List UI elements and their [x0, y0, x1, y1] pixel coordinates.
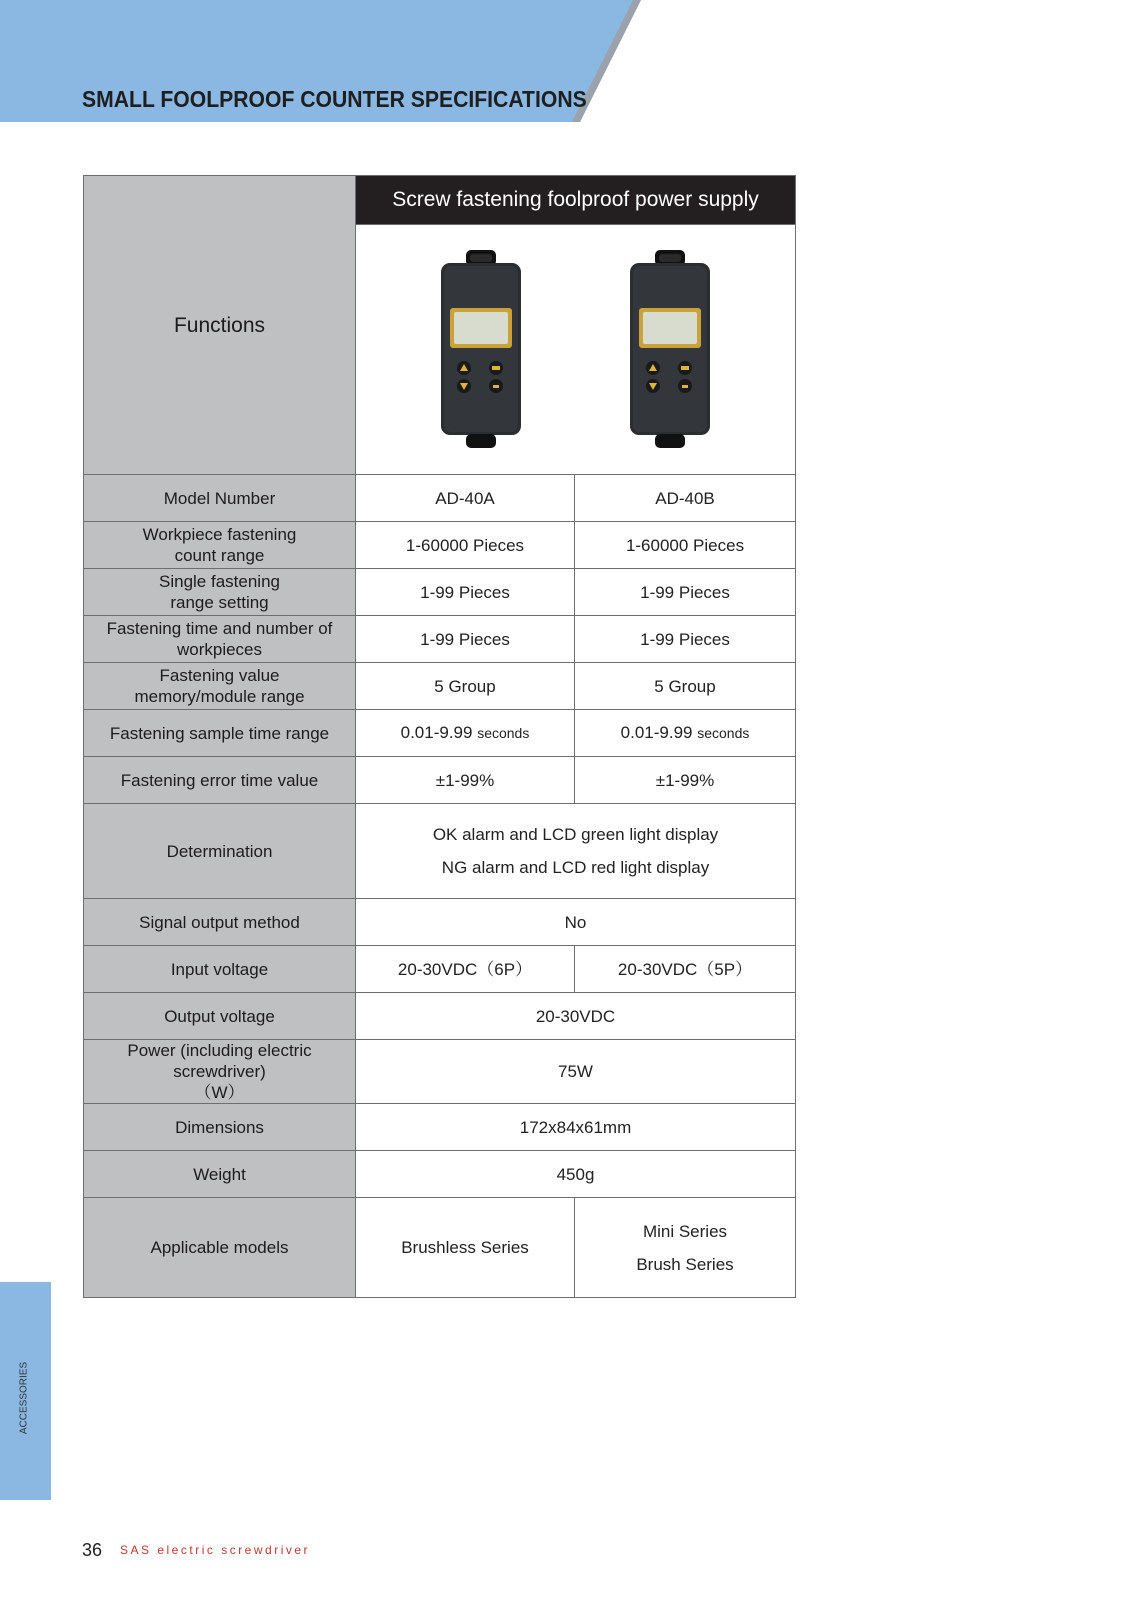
input-voltage-a-value: 20-30VDC（6P） — [356, 946, 575, 993]
row-label: Dimensions — [84, 1104, 356, 1151]
determination-value — [356, 804, 796, 899]
row-memory-range — [84, 663, 796, 710]
label-line-2: range setting — [170, 593, 269, 612]
row-label: Applicable models — [84, 1198, 356, 1298]
model-a-value: AD-40A — [356, 475, 575, 522]
functions-label: Functions — [84, 176, 356, 475]
row-dimensions — [84, 1104, 796, 1151]
sample-time-b — [575, 710, 796, 757]
row-error-time — [84, 757, 796, 804]
product-header: Screw fastening foolproof power supply — [356, 176, 796, 225]
signal-value: No — [356, 899, 796, 946]
row-count-range — [84, 522, 796, 569]
sample-time-a-unit: seconds — [477, 725, 530, 741]
memory-b-value: 5 Group — [575, 663, 796, 710]
applicable-b-value — [575, 1198, 796, 1298]
time-number-b-value: 1-99 Pieces — [575, 616, 796, 663]
determination-line-2: NG alarm and LCD red light display — [441, 858, 710, 877]
applicable-b-line-2: Brush Series — [636, 1254, 734, 1274]
row-time-number — [84, 616, 796, 663]
counter-device-ad-40a-image — [438, 250, 524, 450]
label-line-2: （W） — [194, 1083, 245, 1102]
output-voltage-value: 20-30VDC — [356, 993, 796, 1040]
single-range-a-value: 1-99 Pieces — [356, 569, 575, 616]
weight-value: 450g — [356, 1151, 796, 1198]
label-line-1: Workpiece fastening — [142, 525, 297, 544]
row-determination — [84, 804, 796, 899]
label-line-1: Power (including electric screwdriver) — [127, 1041, 312, 1081]
row-label: Model Number — [84, 475, 356, 522]
input-voltage-b-value: 20-30VDC（5P） — [575, 946, 796, 993]
sample-time-b-value: 0.01-9.99 — [620, 723, 693, 742]
row-label: Output voltage — [84, 993, 356, 1040]
row-label: Fastening sample time range — [84, 710, 356, 757]
label-line-2: count range — [174, 546, 265, 565]
model-b-value: AD-40B — [575, 475, 796, 522]
label-line-1: Fastening value — [159, 666, 280, 685]
row-model-number — [84, 475, 796, 522]
row-weight — [84, 1151, 796, 1198]
label-line-1: Single fastening — [159, 572, 280, 591]
row-signal-output — [84, 899, 796, 946]
sample-time-b-unit: seconds — [697, 725, 750, 741]
count-range-a-value: 1-60000 Pieces — [356, 522, 575, 569]
time-number-a-value: 1-99 Pieces — [356, 616, 575, 663]
sample-time-a-value: 0.01-9.99 — [400, 723, 473, 742]
count-range-b-value: 1-60000 Pieces — [575, 522, 796, 569]
row-label: Fastening error time value — [84, 757, 356, 804]
sample-time-a — [356, 710, 575, 757]
applicable-b-line-1: Mini Series — [642, 1221, 728, 1241]
counter-device-ad-40b-image — [627, 250, 713, 450]
row-sample-time — [84, 710, 796, 757]
side-tab-label: ACCESSORIES — [18, 1361, 30, 1435]
row-output-voltage — [84, 993, 796, 1040]
row-label: Signal output method — [84, 899, 356, 946]
page-number: 36 — [82, 1540, 103, 1560]
label-line-1: Fastening time and number of — [106, 619, 333, 638]
spec-table — [83, 175, 796, 1298]
row-label: Weight — [84, 1151, 356, 1198]
error-time-b-value: ±1-99% — [575, 757, 796, 804]
single-range-b-value: 1-99 Pieces — [575, 569, 796, 616]
row-input-voltage — [84, 946, 796, 993]
power-value: 75W — [356, 1040, 796, 1104]
label-line-2: workpieces — [176, 640, 263, 659]
page-title: SMALL FOOLPROOF COUNTER SPECIFICATIONS — [82, 86, 587, 112]
row-power — [84, 1040, 796, 1104]
applicable-a-value: Brushless Series — [356, 1198, 575, 1298]
row-label — [84, 663, 356, 710]
row-label — [84, 616, 356, 663]
error-time-a-value: ±1-99% — [356, 757, 575, 804]
row-label: Determination — [84, 804, 356, 899]
memory-a-value: 5 Group — [356, 663, 575, 710]
row-single-range — [84, 569, 796, 616]
row-label — [84, 522, 356, 569]
determination-line-1: OK alarm and LCD green light display — [432, 825, 719, 844]
dimensions-value: 172x84x61mm — [356, 1104, 796, 1151]
row-label — [84, 569, 356, 616]
row-applicable-models — [84, 1198, 796, 1298]
row-label — [84, 1040, 356, 1104]
product-images — [356, 225, 796, 475]
label-line-2: memory/module range — [134, 687, 305, 706]
brand-line: SAS electric screwdriver — [120, 1543, 311, 1557]
row-label: Input voltage — [84, 946, 356, 993]
